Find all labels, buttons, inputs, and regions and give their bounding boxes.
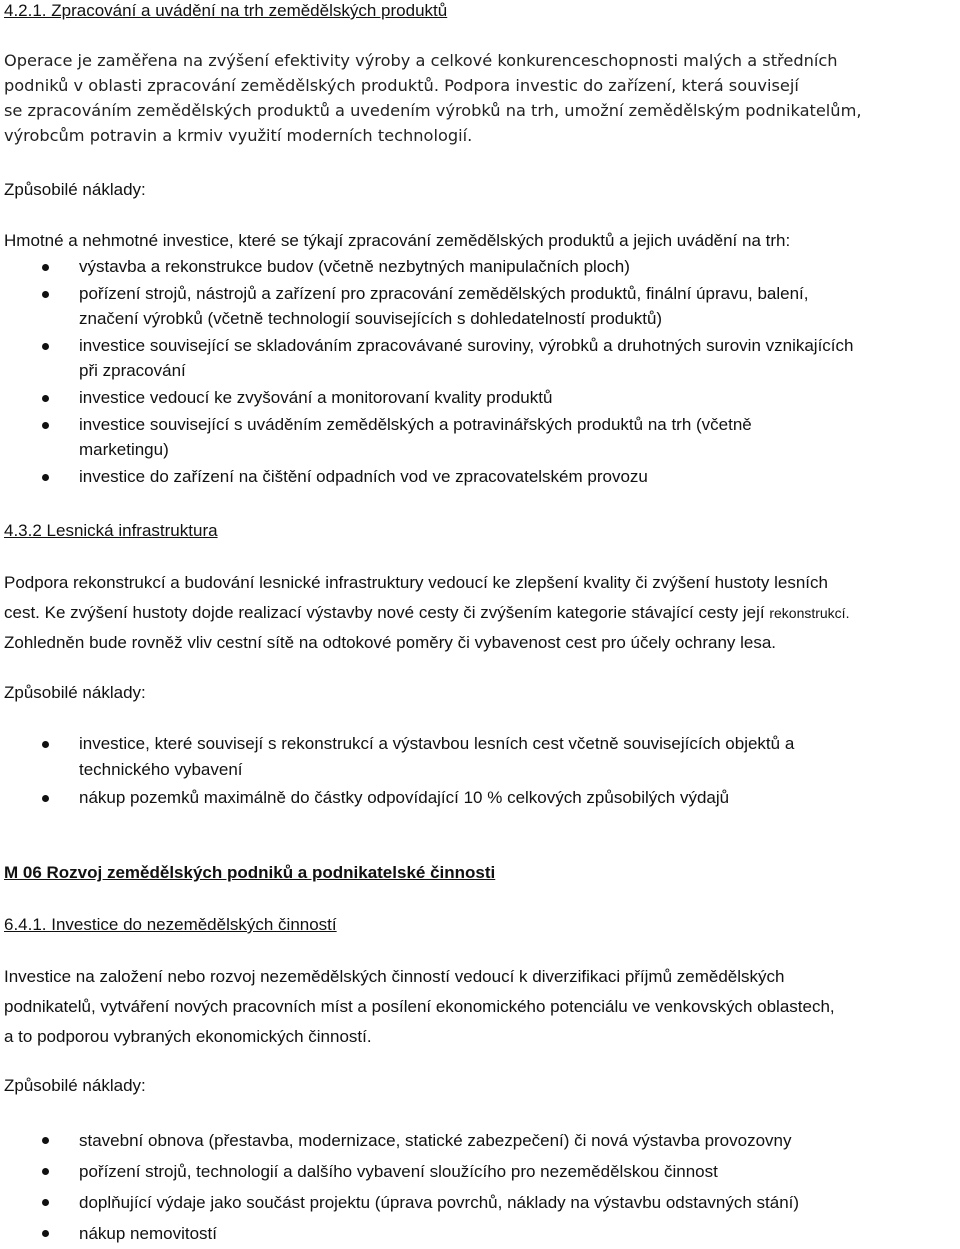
- eligible-costs-label-421: Způsobilé náklady:: [4, 180, 146, 199]
- bullet-icon: [42, 741, 49, 748]
- intro-paragraph-421: [4, 48, 861, 148]
- bullet-icon: [42, 264, 49, 271]
- eligible-costs-label-432: Způsobilé náklady:: [4, 683, 146, 702]
- text-line: Investice na založení nebo rozvoj nezemědělských činností vedoucí k diverzifikaci příjmů zemědělských: [4, 967, 785, 986]
- bullet-icon: [42, 395, 49, 402]
- bullet-icon: [42, 795, 49, 802]
- intro-line: Operace je zaměřena na zvýšení efektivity výroby a celkové konkurenceschopnosti malých a středních: [4, 51, 838, 70]
- eligible-costs-label-641: Způsobilé náklady:: [4, 1076, 146, 1095]
- list-item: výstavba a rekonstrukce budov (včetně nezbytných manipulačních ploch): [4, 254, 854, 280]
- bullet-list-421: [4, 254, 854, 489]
- bullet-icon: [42, 1230, 49, 1237]
- section-heading-432: 4.3.2 Lesnická infrastruktura: [4, 521, 218, 540]
- measure-heading-06: M 06 Rozvoj zemědělských podniků a podnikatelské činnosti: [4, 863, 496, 882]
- list-item: pořízení strojů, nástrojů a zařízení pro zpracování zemědělských produktů, finální úpravu, balení, značení výrobků (včetně technologií souvisejících s dohledatelností produktů): [4, 281, 854, 332]
- bullet-icon: [42, 291, 49, 298]
- bullet-icon: [42, 1199, 49, 1206]
- intro-line: se zpracováním zemědělských produktů a uvedením výrobků na trh, umožní zemědělským podnikatelům,: [4, 101, 862, 120]
- section-heading-421: 4.2.1. Zpracování a uvádění na trh zemědělských produktů: [4, 1, 448, 20]
- intro-line: výrobcům potravin a krmiv využití moderních technologií.: [4, 126, 473, 145]
- lead-text-421: Hmotné a nehmotné investice, které se týkají zpracování zemědělských produktů a jejich uvádění na trh:: [4, 231, 791, 250]
- text-line: a to podporou vybraných ekonomických činností.: [4, 1027, 372, 1046]
- bullet-icon: [42, 1137, 49, 1144]
- text-line: Zohledněn bude rovněž vliv cestní sítě na odtokové poměry či vybavenost cest pro účely ochrany lesa.: [4, 633, 777, 652]
- bullet-list-432: [4, 731, 794, 811]
- text-line: cest. Ke zvýšení hustoty dojde realizací výstavby nové cesty či zvýšením kategorie stávající cesty její rekonstrukcí.: [4, 603, 850, 622]
- paragraph-641: [4, 962, 835, 1052]
- list-item: investice, které souvisejí s rekonstrukcí a výstavbou lesních cest včetně souvisejících objektů a technického vybavení: [4, 731, 794, 782]
- list-item: nákup nemovitostí: [4, 1218, 799, 1249]
- bullet-icon: [42, 422, 49, 429]
- list-item: investice související s uváděním zemědělských a potravinářských produktů na trh (včetně marketingu): [4, 412, 854, 463]
- bullet-list-641: [4, 1125, 799, 1249]
- list-item: pořízení strojů, technologií a dalšího vybavení sloužícího pro nezemědělskou činnost: [4, 1156, 799, 1187]
- section-heading-641: 6.4.1. Investice do nezemědělských činností: [4, 915, 337, 934]
- bullet-icon: [42, 343, 49, 350]
- bullet-icon: [42, 474, 49, 481]
- text-line: podnikatelů, vytváření nových pracovních míst a posílení ekonomického potenciálu ve venkovských oblastech,: [4, 997, 835, 1016]
- intro-line: podniků v oblasti zpracování zemědělských produktů. Podpora investic do zařízení, která souvisejí: [4, 76, 799, 95]
- list-item: nákup pozemků maximálně do částky odpovídající 10 % celkových způsobilých výdajů: [4, 785, 794, 811]
- list-item: investice vedoucí ke zvyšování a monitorovaní kvality produktů: [4, 385, 854, 411]
- list-item: investice do zařízení na čištění odpadních vod ve zpracovatelském provozu: [4, 464, 854, 490]
- list-item: investice související se skladováním zpracovávané suroviny, výrobků a druhotných surovin vznikajících při zpracování: [4, 333, 854, 384]
- list-item: doplňující výdaje jako součást projektu (úprava povrchů, náklady na výstavbu odstavných stání): [4, 1187, 799, 1218]
- bullet-icon: [42, 1168, 49, 1175]
- text-line: Podpora rekonstrukcí a budování lesnické infrastruktury vedoucí ke zlepšení kvality či zvýšení hustoty lesních: [4, 573, 828, 592]
- paragraph-432: [4, 568, 849, 658]
- list-item: stavební obnova (přestavba, modernizace, statické zabezpečení) či nová výstavba provozovny: [4, 1125, 799, 1156]
